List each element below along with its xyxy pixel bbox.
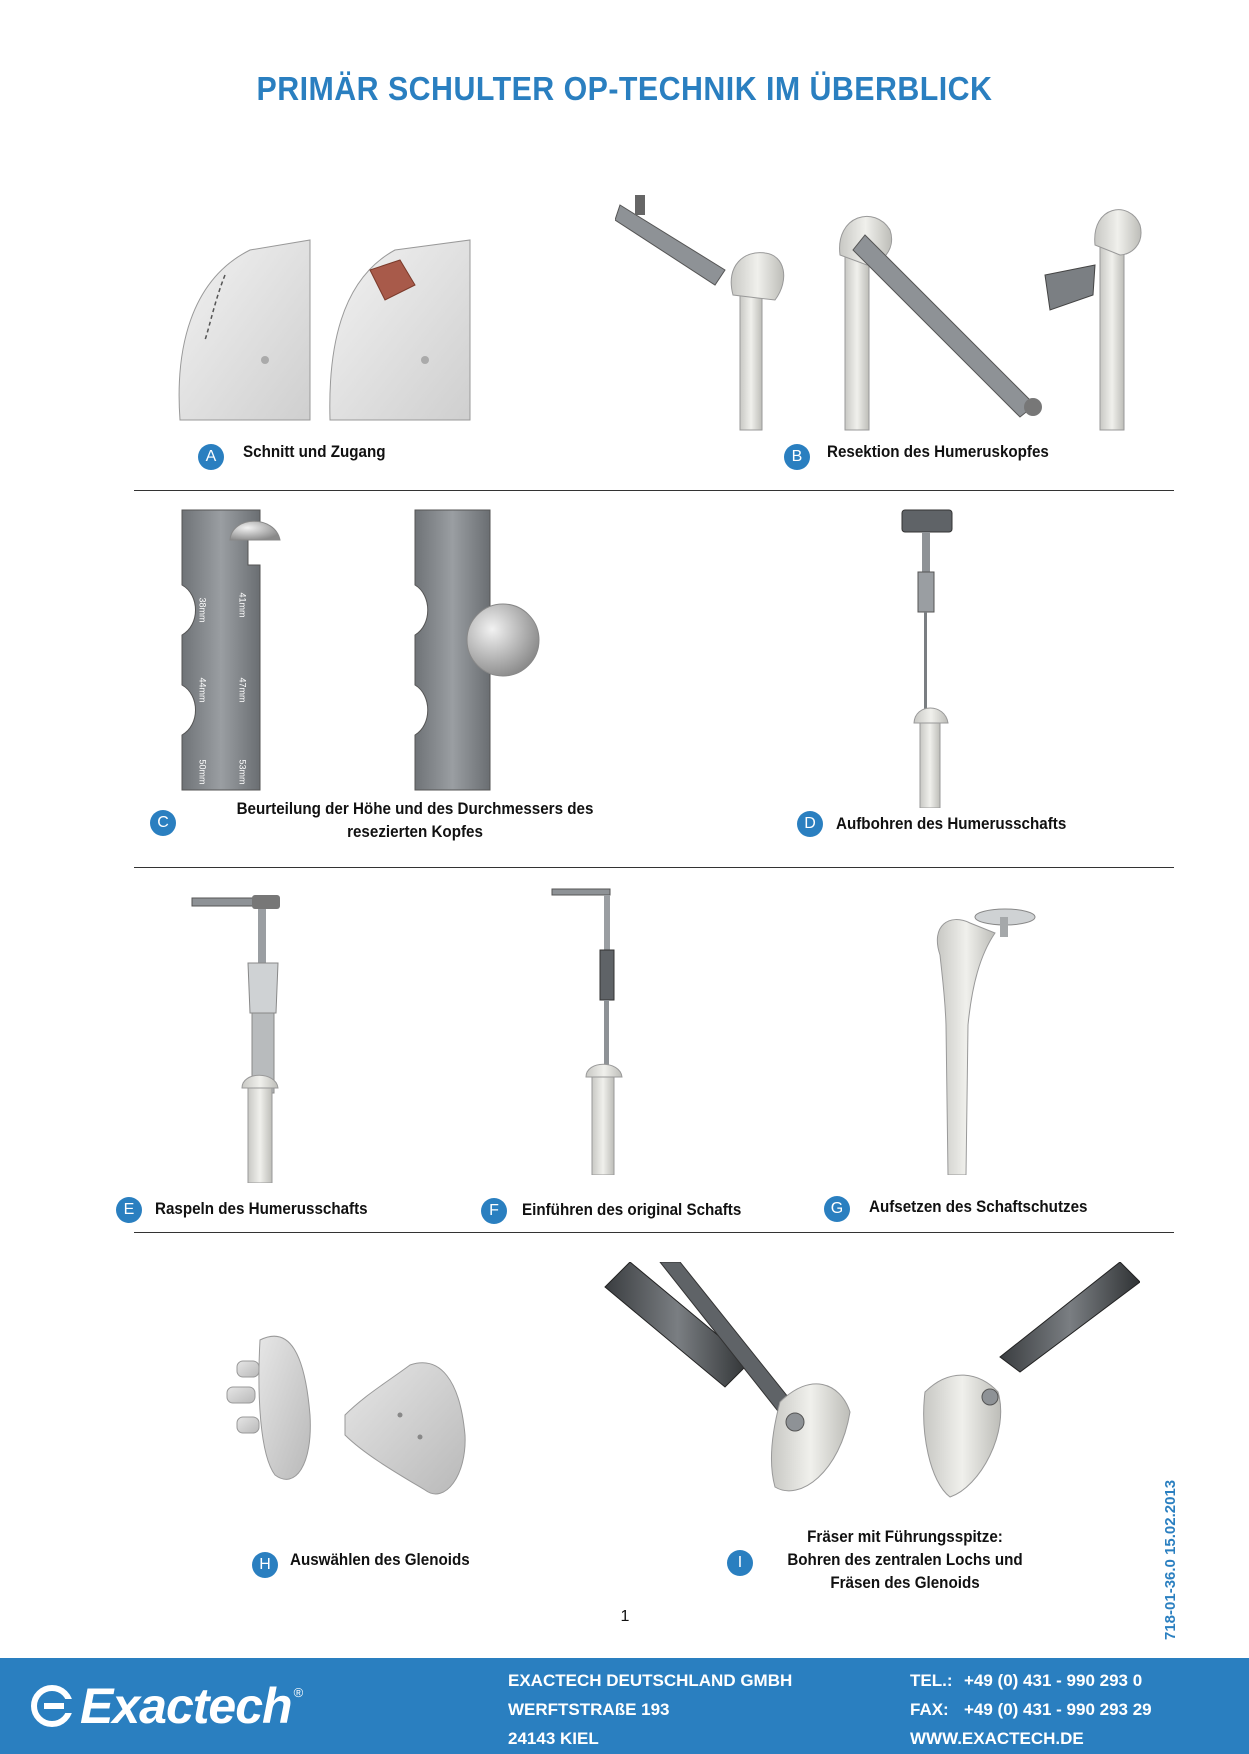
step-e-caption: Raspeln des Humerusschafts	[155, 1200, 368, 1218]
tel-label: TEL.:	[910, 1671, 953, 1690]
gauge-mark: 38mm	[197, 597, 208, 623]
divider	[134, 1232, 1174, 1233]
step-i-caption-line3: Fräsen des Glenoids	[830, 1574, 980, 1592]
step-g-badge: G	[824, 1196, 850, 1222]
website-link[interactable]: WWW.EXACTECH.DE	[910, 1729, 1084, 1748]
gauge-mark: 47mm	[237, 677, 248, 703]
fax-label: FAX:	[910, 1700, 949, 1719]
gauge-mark: 53mm	[237, 759, 248, 785]
city: 24143 KIEL	[508, 1729, 599, 1748]
page-title: PRIMÄR SCHULTER OP-TECHNIK IM ÜBERBLICK	[256, 70, 993, 107]
step-d-badge: D	[797, 811, 823, 837]
figure-rasp	[190, 893, 300, 1183]
step-b-caption: Resektion des Humeruskopfes	[827, 443, 1049, 461]
step-a-caption: Schnitt und Zugang	[243, 443, 386, 461]
step-f-caption: Einführen des original Schafts	[522, 1201, 742, 1219]
step-h-badge: H	[252, 1552, 278, 1578]
logo-registered: ®	[293, 1684, 304, 1700]
figure-glenoid-reaming	[600, 1262, 1140, 1512]
step-i-badge: I	[727, 1550, 753, 1576]
street: WERFTSTRAßE 193	[508, 1700, 670, 1719]
step-d-caption: Aufbohren des Humerusschafts	[836, 815, 1067, 833]
figure-humeral-head-resection	[615, 195, 1165, 435]
fax-number: +49 (0) 431 - 990 293 29	[964, 1700, 1152, 1719]
figure-incision-shoulder	[170, 230, 480, 430]
step-c-caption-line1: Beurteilung der Höhe und des Durchmessers des	[236, 800, 594, 818]
page-number: 1	[620, 1608, 630, 1625]
logo-wordmark: Exactech	[80, 1678, 292, 1734]
step-i-caption-line2: Bohren des zentralen Lochs und	[787, 1551, 1023, 1569]
gauge-mark: 50mm	[197, 759, 208, 785]
exactech-logo	[30, 1678, 303, 1734]
step-b-badge: B	[784, 444, 810, 470]
step-c-caption-line2: resezierten Kopfes	[347, 823, 483, 841]
fax-line	[910, 1695, 1152, 1724]
figure-reamer	[890, 508, 970, 808]
step-e-badge: E	[116, 1197, 142, 1223]
contact-info	[910, 1666, 1152, 1753]
divider	[134, 867, 1174, 868]
gauge-mark: 44mm	[197, 677, 208, 703]
footer-bar	[0, 1658, 1249, 1754]
gauge-mark: 41mm	[237, 592, 248, 618]
step-f-badge: F	[481, 1198, 507, 1224]
tel-line	[910, 1666, 1152, 1695]
figure-glenoid-components	[215, 1325, 470, 1510]
company-name: EXACTECH DEUTSCHLAND GMBH	[508, 1671, 793, 1690]
document-code: 718-01-36.0 15.02.2013	[1162, 1479, 1179, 1640]
step-c-badge: C	[150, 810, 176, 836]
exactech-logo-icon	[30, 1684, 74, 1728]
figure-head-gauges	[170, 505, 570, 795]
figure-stem-protector	[920, 895, 1040, 1175]
step-a-badge: A	[198, 444, 224, 470]
divider	[134, 490, 1174, 491]
company-address	[508, 1666, 792, 1753]
step-h-caption: Auswählen des Glenoids	[290, 1551, 470, 1569]
step-g-caption: Aufsetzen des Schaftschutzes	[869, 1198, 1088, 1216]
figure-stem-inserter	[550, 885, 630, 1175]
tel-number: +49 (0) 431 - 990 293 0	[964, 1671, 1143, 1690]
step-i-caption-line1: Fräser mit Führungsspitze:	[807, 1528, 1003, 1546]
